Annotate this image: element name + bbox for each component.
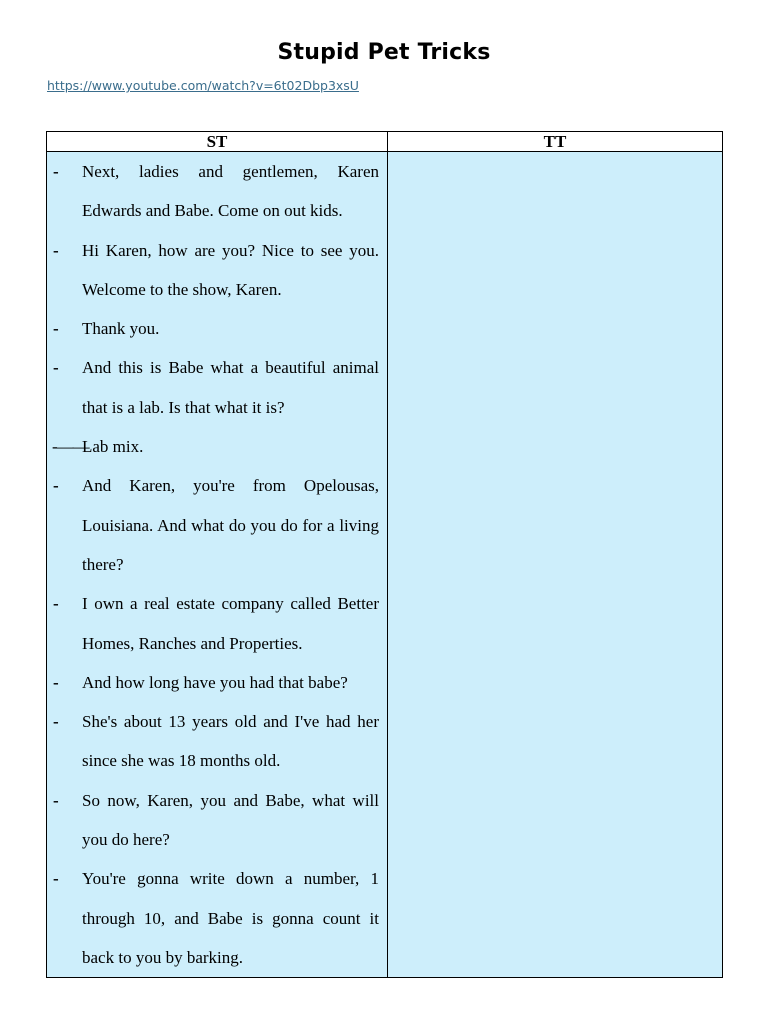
dash-bullet: - — [53, 790, 59, 810]
dash-bullet: - — [53, 672, 59, 692]
st-line — [47, 348, 379, 427]
tt-column-header: TT — [388, 132, 723, 152]
dash-bullet: - — [53, 162, 59, 181]
st-line-text: Next, ladies and gentlemen, Karen Edwards and Babe. Come on out kids. — [82, 162, 379, 221]
st-line — [47, 466, 379, 584]
st-line-text: I own a real estate company called Better Homes, Ranches and Properties. — [82, 594, 379, 653]
st-line-text: And Karen, you're from Opelousas, Louisiana. And what do you do for a living there? — [82, 476, 379, 574]
st-line-text: Lab mix. — [82, 437, 144, 457]
st-line-text: And how long have you had that babe? — [82, 672, 348, 692]
st-line — [47, 309, 379, 348]
youtube-link[interactable]: https://www.youtube.com/watch?v=6t02Dbp3xsU — [47, 78, 359, 93]
st-cell — [47, 152, 388, 978]
st-line-text: Thank you. — [82, 319, 160, 339]
dash-bullet: - — [53, 712, 59, 732]
st-lines-list — [47, 152, 387, 977]
translation-table — [46, 131, 723, 978]
document-title: Stupid Pet Tricks — [277, 40, 491, 65]
dash-bullet: - — [53, 358, 59, 378]
dash-bullet: -—— — [52, 437, 89, 457]
st-line-text: She's about 13 years old and I've had her since she was 18 months old. — [82, 712, 379, 771]
st-line — [47, 231, 379, 310]
st-line — [47, 781, 379, 860]
st-line-text: And this is Babe what a beautiful animal that is a lab. Is that what it is? — [82, 358, 379, 417]
dash-bullet: - — [53, 594, 59, 614]
dash-bullet: - — [53, 476, 59, 496]
st-line — [47, 859, 379, 977]
st-line — [47, 702, 379, 781]
st-line — [47, 152, 379, 231]
st-line — [47, 584, 379, 663]
st-line-text: So now, Karen, you and Babe, what will you do here? — [82, 790, 379, 850]
st-line-text: Hi Karen, how are you? Nice to see you. Welcome to the show, Karen. — [82, 240, 379, 299]
table-body-row — [47, 152, 723, 978]
table-header-row — [47, 132, 723, 152]
st-line — [47, 663, 379, 702]
dash-bullet: - — [53, 240, 59, 260]
dash-bullet: - — [53, 319, 59, 339]
tt-cell[interactable] — [388, 152, 723, 978]
st-column-header: ST — [47, 132, 388, 152]
st-line-text: You're gonna write down a number, 1 through 10, and Babe is gonna count it back to you by barking. — [82, 869, 379, 967]
st-line — [47, 427, 379, 466]
dash-bullet: - — [53, 869, 59, 889]
